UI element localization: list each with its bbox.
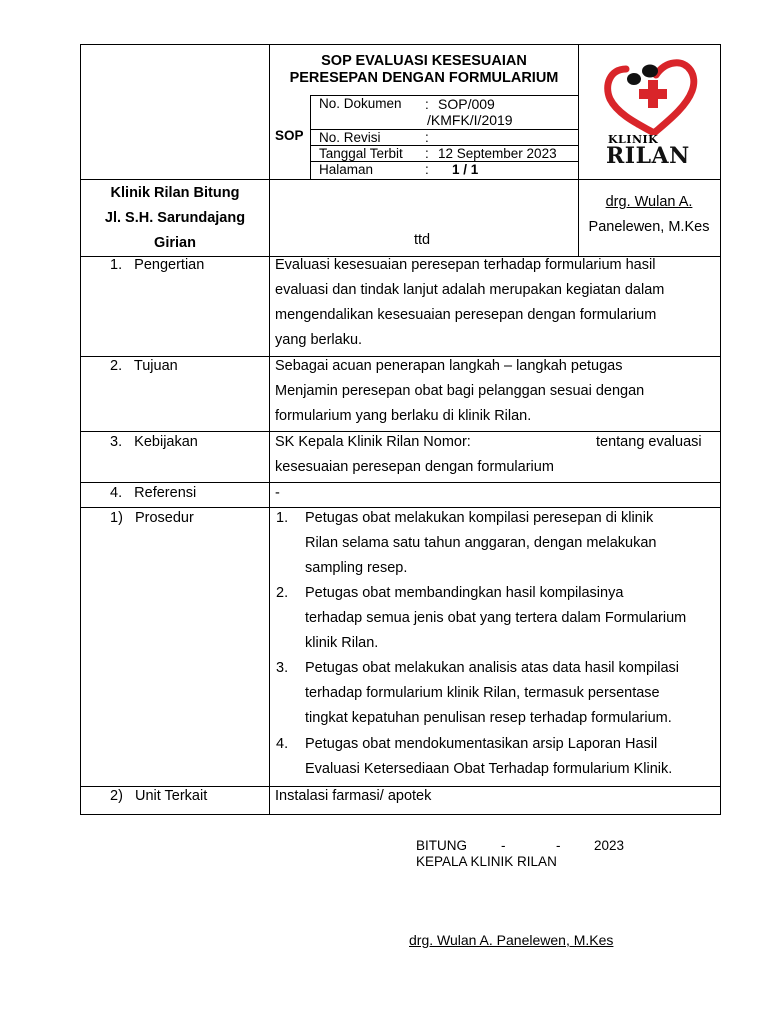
header-meta-left (310, 95, 311, 179)
prosedur-item-text (305, 732, 715, 782)
meta-value-halaman: 1 / 1 (452, 162, 479, 177)
clinic-logo (600, 55, 708, 170)
prosedur-item-line: Petugas obat mendokumentasikan arsip Laporan Hasil (305, 736, 658, 752)
clinic-address-line1: Jl. S.H. Sarundajang (104, 210, 246, 226)
logo-text-big: RILAN (606, 143, 690, 169)
prosedur-item-line: Evaluasi Ketersediaan Obat Terhadap formularium Klinik. (305, 761, 673, 777)
clinic-address-line2: Girian (154, 235, 196, 251)
meta-sep-dokumen: : (425, 97, 429, 112)
prosedur-item-line: Petugas obat membandingkan hasil kompilasinya (305, 585, 624, 601)
signer-name-line2: Panelewen, M.Kes (588, 219, 710, 235)
footer-place: BITUNG (416, 838, 468, 853)
meta-sep-halaman: : (425, 162, 429, 177)
meta-label-revisi: No. Revisi (319, 130, 381, 145)
section-label-unit-terkait: 2) Unit Terkait (110, 788, 208, 804)
section-label-tujuan: 2. Tujuan (110, 358, 178, 374)
clinic-info (81, 181, 269, 256)
prosedur-item (276, 656, 716, 731)
footer-position: KEPALA KLINIK RILAN (416, 854, 557, 869)
sop-label: SOP (275, 128, 304, 143)
meta-label-tanggal: Tanggal Terbit (319, 146, 403, 161)
prosedur-item (276, 581, 716, 656)
section-label-pengertian: 1. Pengertian (110, 257, 205, 273)
meta-value-dokumen: SOP/009 (438, 96, 495, 112)
prosedur-item-text (305, 581, 715, 656)
prosedur-item-line: sampling resep. (305, 560, 408, 576)
section-label-referensi: 4. Referensi (110, 485, 197, 501)
prosedur-item-line: klinik Rilan. (305, 635, 379, 651)
prosedur-item-number: 4. (276, 736, 289, 752)
prosedur-item (276, 506, 716, 581)
heart-cross-logo-icon (600, 55, 708, 135)
kebijakan-line1-left: SK Kepala Klinik Rilan Nomor: (275, 434, 471, 450)
prosedur-item-text (305, 506, 715, 581)
meta-value-tanggal: 12 September 2023 (438, 146, 557, 161)
footer-year: 2023 (594, 838, 625, 853)
prosedur-item-line: Petugas obat melakukan analisis atas data hasil kompilasi (305, 660, 679, 676)
signer-name-line1: drg. Wulan A. (605, 194, 693, 210)
signer-block (578, 190, 720, 240)
pengertian-line3: mengendalikan kesesuaian peresepan dengan formularium (275, 307, 657, 323)
section-label-kebijakan: 3. Kebijakan (110, 434, 198, 450)
column-divider-main (269, 44, 270, 814)
prosedur-item-line: terhadap formularium klinik Rilan, termasuk persentase (305, 685, 660, 701)
prosedur-item-line: Rilan selama satu tahun anggaran, dengan melakukan (305, 535, 657, 551)
pengertian-line1: Evaluasi kesesuaian peresepan terhadap formularium hasil (275, 257, 656, 273)
section-label-prosedur: 1) Prosedur (110, 510, 194, 526)
clinic-name: Klinik Rilan Bitung (110, 185, 240, 201)
meta-sep-revisi: : (425, 130, 429, 145)
prosedur-item-line: tingkat kepatuhan penulisan resep terhadap formularium. (305, 710, 672, 726)
prosedur-item-number: 3. (276, 660, 289, 676)
meta-sep-tanggal: : (425, 146, 429, 161)
footer-dash-2: - (556, 838, 561, 853)
meta-value-dokumen-2: /KMFK/I/2019 (427, 112, 513, 128)
prosedur-item-number: 1. (276, 510, 289, 526)
tujuan-line1: Sebagai acuan penerapan langkah – langkah petugas (275, 358, 623, 374)
kebijakan-line1-right: tentang evaluasi (596, 434, 702, 450)
meta-label-halaman: Halaman (319, 162, 374, 177)
meta-label-dokumen: No. Dokumen (319, 96, 402, 111)
section-text-tujuan (275, 354, 713, 429)
document-title-line2: PERESEPAN DENGAN FORMULARIUM (289, 70, 559, 86)
prosedur-item-line: Petugas obat melakukan kompilasi peresepan di klinik (305, 510, 654, 526)
tujuan-line3: formularium yang berlaku di klinik Rilan. (275, 408, 532, 424)
table-border-left (80, 44, 81, 815)
kebijakan-line2: kesesuaian peresepan dengan formularium (275, 459, 554, 475)
ttd-text: ttd (414, 232, 431, 248)
table-border-top (80, 44, 721, 45)
row-sep-header (80, 179, 721, 180)
footer-signer-name: drg. Wulan A. Panelewen, M.Kes (409, 932, 614, 948)
pengertian-line2: evaluasi dan tindak lanjut adalah merupakan kegiatan dalam (275, 282, 665, 298)
tujuan-line2: Menjamin peresepan obat bagi pelanggan sesuai dengan (275, 383, 645, 399)
document-title (270, 53, 578, 87)
section-text-pengertian (275, 253, 713, 353)
table-border-right (720, 44, 721, 815)
footer-dash-1: - (501, 838, 506, 853)
referensi-value: - (275, 485, 280, 501)
prosedur-item-number: 2. (276, 585, 289, 601)
document-title-line1: SOP EVALUASI KESESUAIAN (321, 53, 527, 69)
prosedur-item-text (305, 656, 715, 731)
logo-text-small: KLINIK (608, 133, 659, 146)
prosedur-item (276, 732, 716, 782)
prosedur-item-line: terhadap semua jenis obat yang tertera dalam Formularium (305, 610, 687, 626)
pengertian-line4: yang berlaku. (275, 332, 363, 348)
unit-terkait-value: Instalasi farmasi/ apotek (275, 788, 432, 804)
table-border-bottom (80, 814, 721, 815)
